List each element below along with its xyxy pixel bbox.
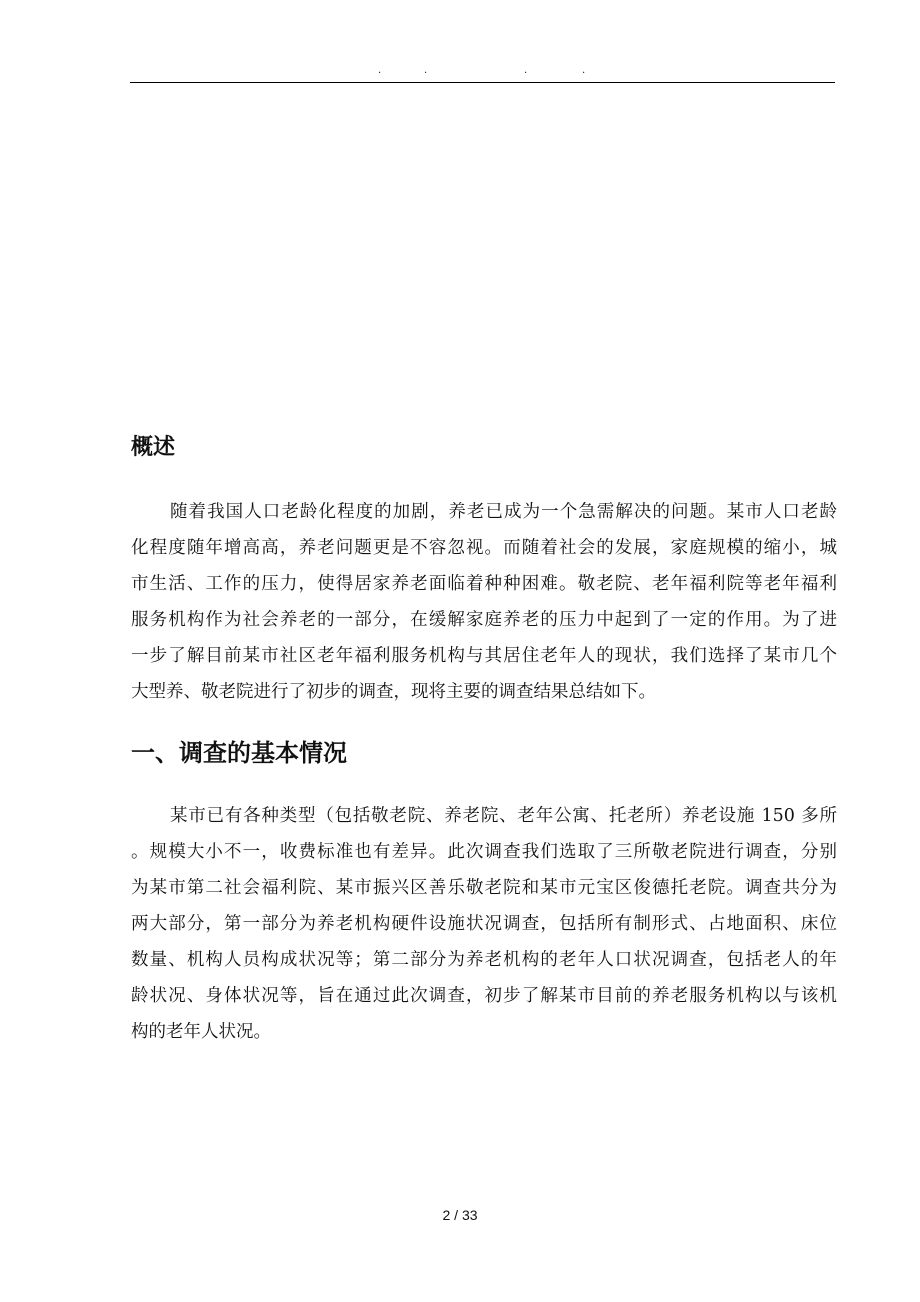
overview-paragraph	[131, 494, 837, 710]
paragraph-line: 为某市第二社会福利院、某市振兴区善乐敬老院和某市元宝区俊德托老院。调查共分为	[131, 878, 837, 898]
paragraph-line: 数量、机构人员构成状况等；第二部分为养老机构的老年人口状况调查，包括老人的年	[131, 950, 837, 970]
header-dot: .	[378, 65, 382, 76]
paragraph-line: 一步了解目前某市社区老年福利服务机构与其居住老年人的现状，我们选择了某市几个	[131, 646, 837, 666]
paragraph-line: 两大部分，第一部分为养老机构硬件设施状况调查，包括所有制形式、占地面积、床位	[131, 914, 837, 934]
paragraph-line: 市生活、工作的压力，使得居家养老面临着种种困难。敬老院、老年福利院等老年福利	[131, 574, 837, 594]
page-number: 2 / 33	[442, 1207, 478, 1223]
paragraph-line: 。规模大小不一，收费标准也有差异。此次调查我们选取了三所敬老院进行调查，分别	[131, 842, 837, 862]
section-1-heading: 一、调查的基本情况	[131, 739, 347, 767]
section-1-paragraph	[131, 798, 837, 1050]
paragraph-line: 构的老年人状况。	[131, 1022, 271, 1042]
header-rule	[130, 82, 835, 83]
header-dot: .	[524, 65, 528, 76]
header-dots	[360, 66, 600, 80]
paragraph-line: 随着我国人口老龄化程度的加剧，养老已成为一个急需解决的问题。某市人口老龄	[170, 502, 837, 522]
paragraph-line: 服务机构作为社会养老的一部分，在缓解家庭养老的压力中起到了一定的作用。为了进	[131, 610, 837, 630]
overview-heading: 概述	[131, 435, 176, 460]
paragraph-line: 化程度随年增高高，养老问题更是不容忽视。而随着社会的发展，家庭规模的缩小，城	[131, 538, 837, 558]
header-dot: .	[582, 65, 586, 76]
paragraph-line: 大型养、敬老院进行了初步的调查，现将主要的调查结果总结如下。	[131, 682, 656, 702]
paragraph-line: 龄状况、身体状况等，旨在通过此次调查，初步了解某市目前的养老服务机构以与该机	[131, 986, 837, 1006]
paragraph-line: 某市已有各种类型（包括敬老院、养老院、老年公寓、托老所）养老设施 150 多所	[170, 806, 837, 826]
header-dot: .	[424, 65, 428, 76]
